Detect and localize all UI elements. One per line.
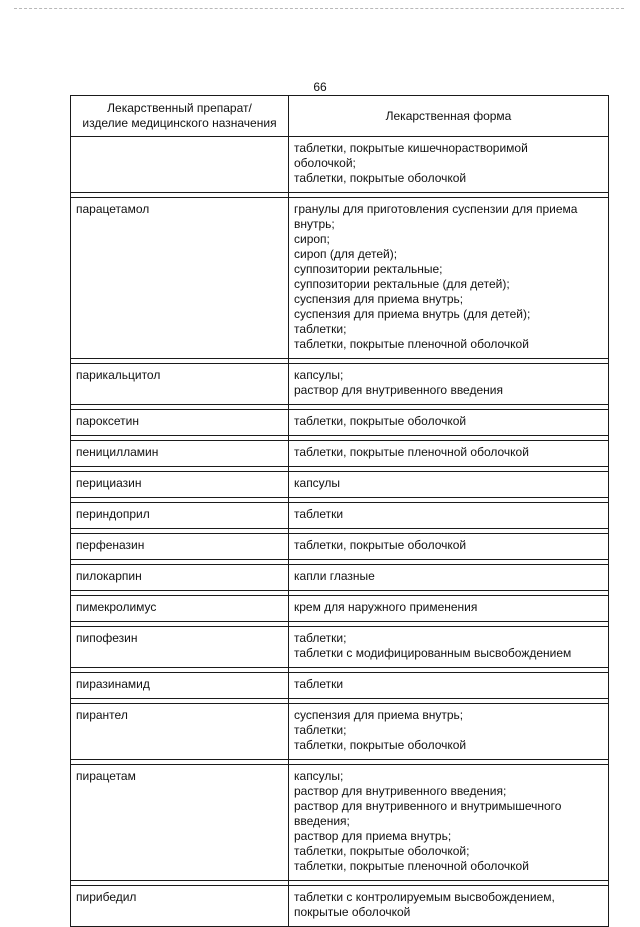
table-row xyxy=(71,472,609,498)
header-drug-line-2: изделие медицинского назначения xyxy=(82,116,277,130)
table-row xyxy=(71,886,609,927)
dosage-form-cell xyxy=(289,198,609,359)
drug-name-cell: парикальцитол xyxy=(71,364,289,405)
table-row xyxy=(71,565,609,591)
dosage-form-line: крем для наружного применения xyxy=(294,600,478,614)
dosage-form-line: суспензия для приема внутрь (для детей); xyxy=(294,307,531,321)
page-number: 66 xyxy=(313,80,327,94)
table-row xyxy=(71,198,609,359)
header-form: Лекарственная форма xyxy=(289,96,609,137)
table-header xyxy=(71,96,609,137)
dosage-form-line: суппозитории ректальные (для детей); xyxy=(294,277,510,291)
dosage-form-line: суспензия для приема внутрь; xyxy=(294,292,464,306)
scan-top-rule xyxy=(14,8,624,9)
dosage-form-cell xyxy=(289,472,609,498)
dosage-form-line: таблетки, покрытые пленочной оболочкой xyxy=(294,445,529,459)
dosage-form-line: капсулы; xyxy=(294,368,344,382)
dosage-form-cell xyxy=(289,765,609,881)
drug-name-cell: пеницилламин xyxy=(71,441,289,467)
dosage-form-line: таблетки, покрытые пленочной оболочкой xyxy=(294,859,529,873)
dosage-form-line: таблетки, покрытые оболочкой xyxy=(294,538,467,552)
dosage-form-line: капсулы; xyxy=(294,769,344,783)
drug-name-cell: пиразинамид xyxy=(71,673,289,699)
dosage-form-line: таблетки xyxy=(294,677,344,691)
table-row xyxy=(71,441,609,467)
dosage-form-line: гранулы для приготовления суспензии для приема xyxy=(294,202,578,216)
dosage-form-line: внутрь; xyxy=(294,217,335,231)
dosage-form-line: таблетки, покрытые оболочкой; xyxy=(294,844,470,858)
drug-name-cell: перициазин xyxy=(71,472,289,498)
dosage-form-cell xyxy=(289,627,609,668)
drug-forms-table xyxy=(70,95,609,927)
dosage-form-line: капсулы xyxy=(294,476,341,490)
drug-name-cell: периндоприл xyxy=(71,503,289,529)
drug-name-cell: пирацетам xyxy=(71,765,289,881)
dosage-form-cell xyxy=(289,596,609,622)
drug-name-cell: перфеназин xyxy=(71,534,289,560)
table-row xyxy=(71,596,609,622)
dosage-form-line: раствор для приема внутрь; xyxy=(294,829,452,843)
dosage-form-cell xyxy=(289,441,609,467)
table-row xyxy=(71,765,609,881)
dosage-form-cell xyxy=(289,503,609,529)
table-row xyxy=(71,364,609,405)
dosage-form-cell xyxy=(289,137,609,193)
dosage-form-line: суспензия для приема внутрь; xyxy=(294,708,464,722)
table-row xyxy=(71,627,609,668)
header-drug xyxy=(71,96,289,137)
dosage-form-line: таблетки, покрытые пленочной оболочкой xyxy=(294,337,529,351)
dosage-form-line: таблетки; xyxy=(294,631,347,645)
dosage-form-line: таблетки, покрытые кишечнорастворимой xyxy=(294,141,528,155)
dosage-form-line: капли глазные xyxy=(294,569,375,583)
dosage-form-line: таблетки, покрытые оболочкой xyxy=(294,171,467,185)
header-row xyxy=(71,96,609,137)
dosage-form-line: таблетки, покрытые оболочкой xyxy=(294,414,467,428)
drug-name-cell: пипофезин xyxy=(71,627,289,668)
dosage-form-cell xyxy=(289,534,609,560)
dosage-form-line: таблетки с контролируемым высвобождением, xyxy=(294,890,555,904)
table-row xyxy=(71,410,609,436)
dosage-form-line: таблетки, покрытые оболочкой xyxy=(294,738,467,752)
drug-name-cell: пирибедил xyxy=(71,886,289,927)
dosage-form-cell xyxy=(289,673,609,699)
header-drug-line-1: Лекарственный препарат/ xyxy=(107,101,252,115)
dosage-form-line: покрытые оболочкой xyxy=(294,905,411,919)
drug-name-cell: пароксетин xyxy=(71,410,289,436)
table-row xyxy=(71,503,609,529)
table-row xyxy=(71,534,609,560)
dosage-form-line: таблетки; xyxy=(294,322,347,336)
dosage-form-line: сироп; xyxy=(294,232,330,246)
drug-name-cell: пимекролимус xyxy=(71,596,289,622)
dosage-form-line: сироп (для детей); xyxy=(294,247,398,261)
table-body xyxy=(71,137,609,927)
dosage-form-line: раствор для внутривенного введения; xyxy=(294,784,507,798)
dosage-form-cell xyxy=(289,410,609,436)
table-row xyxy=(71,704,609,760)
dosage-form-cell xyxy=(289,364,609,405)
dosage-form-cell xyxy=(289,886,609,927)
drug-name-cell: парацетамол xyxy=(71,198,289,359)
dosage-form-line: введения; xyxy=(294,814,350,828)
dosage-form-line: раствор для внутривенного и внутримышечного xyxy=(294,799,562,813)
table-row xyxy=(71,673,609,699)
drug-name-cell xyxy=(71,137,289,193)
dosage-form-cell xyxy=(289,565,609,591)
dosage-form-line: таблетки xyxy=(294,507,344,521)
drug-name-cell: пилокарпин xyxy=(71,565,289,591)
dosage-form-line: раствор для внутривенного введения xyxy=(294,383,503,397)
table-row xyxy=(71,137,609,193)
dosage-form-line: таблетки с модифицированным высвобождением xyxy=(294,646,572,660)
dosage-form-line: таблетки; xyxy=(294,723,347,737)
dosage-form-line: суппозитории ректальные; xyxy=(294,262,443,276)
dosage-form-cell xyxy=(289,704,609,760)
dosage-form-line: оболочкой; xyxy=(294,156,356,170)
drug-name-cell: пирантел xyxy=(71,704,289,760)
